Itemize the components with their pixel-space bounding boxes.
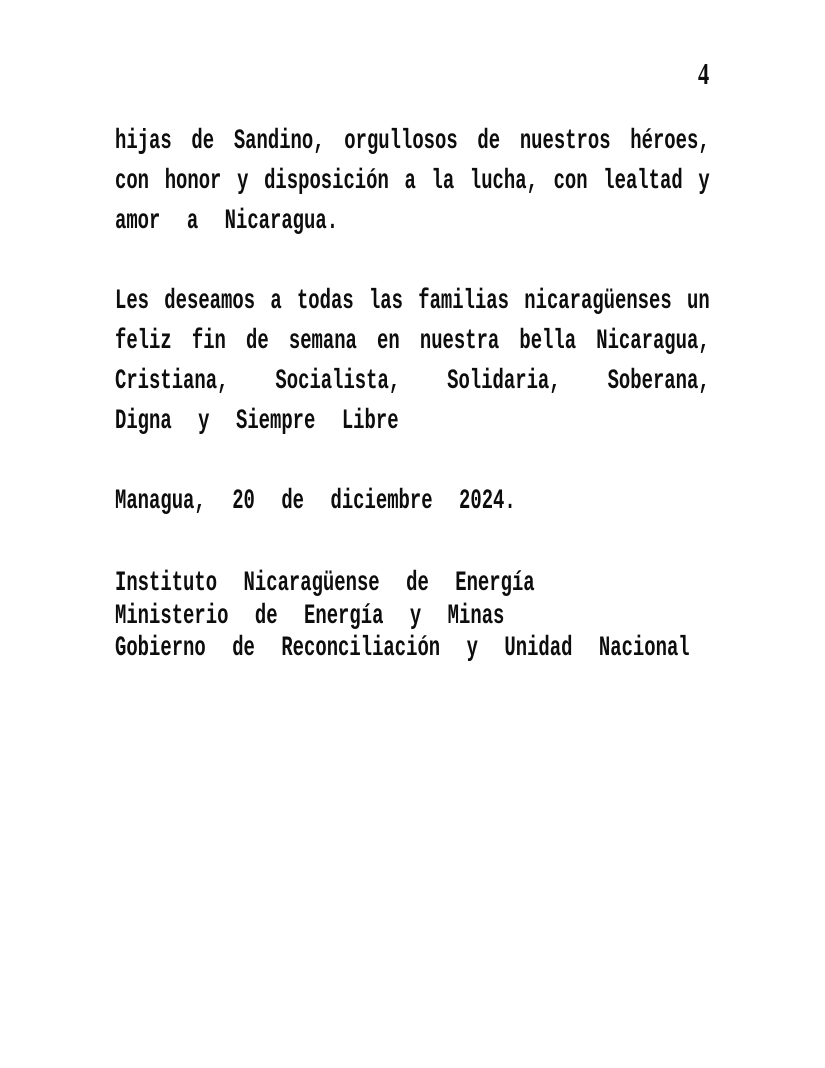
- signature-line-government: Gobierno de Reconciliación y Unidad Nacional: [115, 633, 690, 664]
- dateline: Managua, 20 de diciembre 2024.: [115, 486, 516, 517]
- text-line: Cristiana, Socialista, Solidaria, Soberana,: [115, 366, 710, 397]
- text-line: feliz fin de semana en nuestra bella Nicaragua,: [115, 326, 710, 357]
- signature-line-institute: Instituto Nicaragüense de Energía: [115, 568, 535, 599]
- text-line: con honor y disposición a la lucha, con lealtad y: [115, 166, 710, 197]
- text-line: amor a Nicaragua.: [115, 206, 339, 237]
- text-line: Les deseamos a todas las familias nicaragüenses un: [115, 286, 710, 317]
- signature-line-ministry: Ministerio de Energía y Minas: [115, 600, 505, 632]
- paragraph-2: [115, 282, 710, 442]
- text-line: Digna y Siempre Libre: [115, 406, 399, 437]
- signature-block: [115, 568, 710, 666]
- text-line: hijas de Sandino, orgullosos de nuestros héroes,: [115, 126, 710, 157]
- page-number: 4: [698, 56, 710, 91]
- document-body: [115, 122, 710, 666]
- paragraph-1: [115, 122, 710, 242]
